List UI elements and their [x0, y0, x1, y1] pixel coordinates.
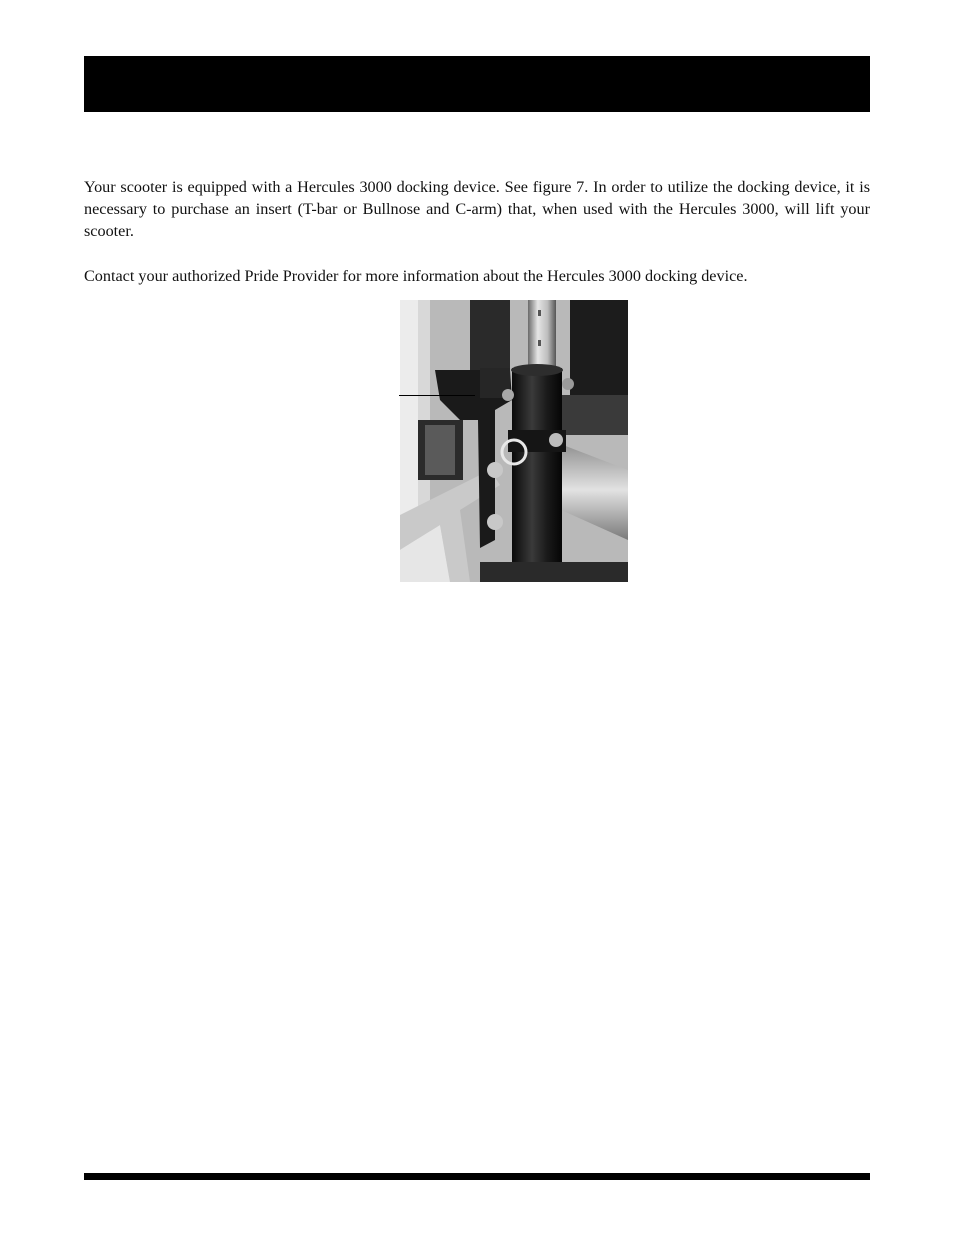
- section-header-bar: [84, 56, 870, 112]
- figure-callout-line: [399, 395, 475, 396]
- docking-device-photo: [400, 300, 628, 582]
- intro-paragraph: Your scooter is equipped with a Hercules 3000 docking device. See figure 7. In order to utilize the docking device, it is necessary to purchase an insert (T-bar or Bullnose and C-arm) that, when used with the Hercules 3000, will lift your scooter.: [84, 178, 870, 240]
- contact-paragraph: Contact your authorized Pride Provider for more information about the Hercules 3000 docking device.: [84, 267, 748, 285]
- footer-rule: [84, 1173, 870, 1180]
